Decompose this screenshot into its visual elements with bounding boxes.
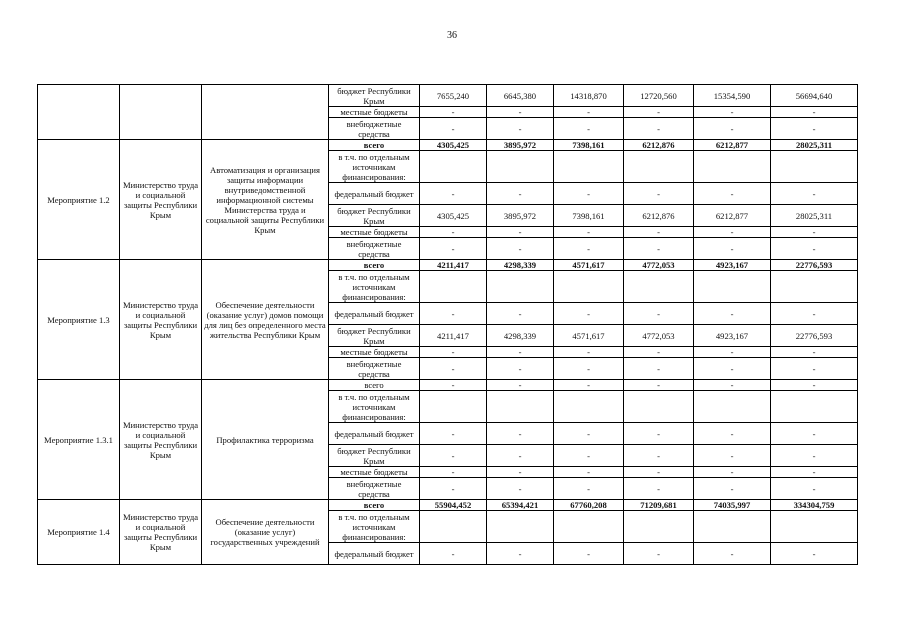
- value-cell: 4571,617: [554, 260, 624, 271]
- value-cell: 4772,053: [624, 260, 694, 271]
- value-cell: -: [554, 467, 624, 478]
- value-cell: -: [771, 358, 858, 380]
- value-cell: -: [771, 478, 858, 500]
- value-cell: [487, 391, 554, 423]
- value-cell: -: [487, 380, 554, 391]
- source-cell: внебюджетные средства: [329, 358, 420, 380]
- source-cell: бюджет Республики Крым: [329, 445, 420, 467]
- value-cell: [420, 391, 487, 423]
- value-cell: -: [487, 467, 554, 478]
- value-cell: -: [694, 107, 771, 118]
- value-cell: -: [420, 478, 487, 500]
- measure-cell: Мероприятие 1.4: [38, 500, 120, 565]
- source-cell: бюджет Республики Крым: [329, 325, 420, 347]
- executor-cell: [120, 85, 202, 140]
- source-cell: местные бюджеты: [329, 467, 420, 478]
- value-cell: 6645,380: [487, 85, 554, 107]
- value-cell: -: [771, 543, 858, 565]
- value-cell: -: [771, 238, 858, 260]
- value-cell: -: [554, 107, 624, 118]
- value-cell: -: [554, 347, 624, 358]
- source-cell: в т.ч. по отдельным источникам финансирования:: [329, 151, 420, 183]
- value-cell: -: [624, 107, 694, 118]
- value-cell: -: [694, 380, 771, 391]
- value-cell: -: [771, 118, 858, 140]
- value-cell: 6212,876: [624, 205, 694, 227]
- value-cell: [554, 271, 624, 303]
- value-cell: -: [554, 543, 624, 565]
- value-cell: -: [694, 445, 771, 467]
- value-cell: [624, 271, 694, 303]
- value-cell: 4211,417: [420, 325, 487, 347]
- value-cell: -: [487, 478, 554, 500]
- value-cell: 334304,759: [771, 500, 858, 511]
- value-cell: -: [554, 445, 624, 467]
- value-cell: 67760,208: [554, 500, 624, 511]
- value-cell: [771, 271, 858, 303]
- value-cell: -: [420, 183, 487, 205]
- source-cell: федеральный бюджет: [329, 183, 420, 205]
- value-cell: [694, 391, 771, 423]
- description-cell: Обеспечение деятельности (оказание услуг) государственных учреждений: [202, 500, 329, 565]
- value-cell: 7398,161: [554, 205, 624, 227]
- source-cell: бюджет Республики Крым: [329, 205, 420, 227]
- source-cell: всего: [329, 260, 420, 271]
- value-cell: 4298,339: [487, 260, 554, 271]
- value-cell: [771, 391, 858, 423]
- source-cell: бюджет Республики Крым: [329, 85, 420, 107]
- value-cell: -: [420, 445, 487, 467]
- page-number: 36: [447, 30, 457, 41]
- measure-cell: [38, 85, 120, 140]
- value-cell: -: [420, 347, 487, 358]
- value-cell: 4923,167: [694, 260, 771, 271]
- description-cell: Профилактика терроризма: [202, 380, 329, 500]
- value-cell: -: [624, 445, 694, 467]
- table-row: [38, 260, 858, 271]
- source-cell: всего: [329, 380, 420, 391]
- value-cell: 14318,870: [554, 85, 624, 107]
- value-cell: 4298,339: [487, 325, 554, 347]
- measure-cell: Мероприятие 1.3.1: [38, 380, 120, 500]
- value-cell: -: [420, 423, 487, 445]
- value-cell: -: [624, 118, 694, 140]
- value-cell: -: [487, 347, 554, 358]
- source-cell: местные бюджеты: [329, 227, 420, 238]
- value-cell: 15354,590: [694, 85, 771, 107]
- value-cell: -: [420, 118, 487, 140]
- value-cell: 4305,425: [420, 140, 487, 151]
- value-cell: -: [624, 478, 694, 500]
- value-cell: -: [554, 238, 624, 260]
- value-cell: 22776,593: [771, 260, 858, 271]
- value-cell: -: [420, 543, 487, 565]
- measure-cell: Мероприятие 1.2: [38, 140, 120, 260]
- value-cell: -: [624, 183, 694, 205]
- value-cell: -: [694, 183, 771, 205]
- description-cell: Обеспечение деятельности (оказание услуг) домов помощи для лиц без определенного места жительства Республики Крым: [202, 260, 329, 380]
- value-cell: 28025,311: [771, 140, 858, 151]
- value-cell: 6212,877: [694, 205, 771, 227]
- source-cell: федеральный бюджет: [329, 423, 420, 445]
- value-cell: -: [487, 183, 554, 205]
- value-cell: [771, 151, 858, 183]
- value-cell: -: [694, 227, 771, 238]
- value-cell: [487, 511, 554, 543]
- value-cell: 3895,972: [487, 205, 554, 227]
- value-cell: -: [771, 107, 858, 118]
- table-row: [38, 500, 858, 511]
- value-cell: -: [694, 238, 771, 260]
- value-cell: -: [624, 543, 694, 565]
- value-cell: 71209,681: [624, 500, 694, 511]
- source-cell: в т.ч. по отдельным источникам финансирования:: [329, 271, 420, 303]
- value-cell: -: [487, 445, 554, 467]
- source-cell: внебюджетные средства: [329, 118, 420, 140]
- value-cell: -: [771, 347, 858, 358]
- value-cell: -: [487, 358, 554, 380]
- source-cell: внебюджетные средства: [329, 238, 420, 260]
- value-cell: [420, 151, 487, 183]
- value-cell: -: [420, 358, 487, 380]
- source-cell: местные бюджеты: [329, 347, 420, 358]
- value-cell: 4923,167: [694, 325, 771, 347]
- value-cell: -: [554, 380, 624, 391]
- value-cell: -: [694, 303, 771, 325]
- source-cell: местные бюджеты: [329, 107, 420, 118]
- value-cell: [487, 151, 554, 183]
- value-cell: -: [771, 467, 858, 478]
- value-cell: [554, 511, 624, 543]
- source-cell: всего: [329, 500, 420, 511]
- value-cell: [420, 511, 487, 543]
- table-row: [38, 380, 858, 391]
- table-body: [38, 85, 858, 565]
- value-cell: [694, 151, 771, 183]
- value-cell: -: [554, 227, 624, 238]
- description-cell: [202, 85, 329, 140]
- value-cell: -: [554, 303, 624, 325]
- value-cell: -: [694, 467, 771, 478]
- value-cell: 4772,053: [624, 325, 694, 347]
- value-cell: -: [554, 423, 624, 445]
- executor-cell: Министерство труда и социальной защиты Республики Крым: [120, 380, 202, 500]
- table-row: [38, 85, 858, 107]
- value-cell: -: [771, 423, 858, 445]
- value-cell: 56694,640: [771, 85, 858, 107]
- value-cell: -: [694, 478, 771, 500]
- value-cell: -: [624, 347, 694, 358]
- value-cell: -: [420, 303, 487, 325]
- budget-table: [37, 84, 858, 565]
- source-cell: федеральный бюджет: [329, 303, 420, 325]
- value-cell: 74035,997: [694, 500, 771, 511]
- value-cell: -: [694, 423, 771, 445]
- value-cell: [624, 151, 694, 183]
- source-cell: всего: [329, 140, 420, 151]
- value-cell: 28025,311: [771, 205, 858, 227]
- executor-cell: Министерство труда и социальной защиты Республики Крым: [120, 500, 202, 565]
- value-cell: -: [624, 358, 694, 380]
- value-cell: -: [771, 303, 858, 325]
- value-cell: -: [420, 227, 487, 238]
- value-cell: 7655,240: [420, 85, 487, 107]
- value-cell: [771, 511, 858, 543]
- value-cell: -: [554, 478, 624, 500]
- value-cell: 4571,617: [554, 325, 624, 347]
- value-cell: [554, 391, 624, 423]
- source-cell: федеральный бюджет: [329, 543, 420, 565]
- value-cell: -: [487, 423, 554, 445]
- value-cell: -: [624, 423, 694, 445]
- value-cell: -: [420, 467, 487, 478]
- value-cell: [487, 271, 554, 303]
- value-cell: -: [554, 358, 624, 380]
- value-cell: [420, 271, 487, 303]
- value-cell: -: [487, 303, 554, 325]
- value-cell: 6212,877: [694, 140, 771, 151]
- value-cell: 65394,421: [487, 500, 554, 511]
- value-cell: -: [771, 183, 858, 205]
- value-cell: -: [694, 347, 771, 358]
- value-cell: -: [487, 118, 554, 140]
- description-cell: Автоматизация и организация защиты информации внутриведомственной информационной системы Министерства труда и социальной защиты Республики Крым: [202, 140, 329, 260]
- value-cell: [694, 271, 771, 303]
- value-cell: -: [771, 227, 858, 238]
- value-cell: 3895,972: [487, 140, 554, 151]
- value-cell: -: [487, 227, 554, 238]
- source-cell: в т.ч. по отдельным источникам финансирования:: [329, 511, 420, 543]
- value-cell: -: [771, 380, 858, 391]
- value-cell: -: [624, 467, 694, 478]
- value-cell: -: [624, 380, 694, 391]
- value-cell: -: [624, 227, 694, 238]
- source-cell: внебюджетные средства: [329, 478, 420, 500]
- measure-cell: Мероприятие 1.3: [38, 260, 120, 380]
- table-row: [38, 140, 858, 151]
- value-cell: [624, 391, 694, 423]
- value-cell: -: [624, 303, 694, 325]
- value-cell: 4305,425: [420, 205, 487, 227]
- value-cell: -: [554, 183, 624, 205]
- value-cell: [624, 511, 694, 543]
- value-cell: 7398,161: [554, 140, 624, 151]
- value-cell: -: [554, 118, 624, 140]
- value-cell: -: [694, 358, 771, 380]
- value-cell: -: [694, 118, 771, 140]
- value-cell: -: [771, 445, 858, 467]
- value-cell: 12720,560: [624, 85, 694, 107]
- executor-cell: Министерство труда и социальной защиты Республики Крым: [120, 260, 202, 380]
- value-cell: -: [420, 380, 487, 391]
- value-cell: 4211,417: [420, 260, 487, 271]
- value-cell: -: [420, 238, 487, 260]
- value-cell: 6212,876: [624, 140, 694, 151]
- value-cell: -: [624, 238, 694, 260]
- value-cell: [694, 511, 771, 543]
- value-cell: [554, 151, 624, 183]
- value-cell: -: [694, 543, 771, 565]
- value-cell: 55904,452: [420, 500, 487, 511]
- value-cell: 22776,593: [771, 325, 858, 347]
- executor-cell: Министерство труда и социальной защиты Республики Крым: [120, 140, 202, 260]
- value-cell: -: [487, 107, 554, 118]
- source-cell: в т.ч. по отдельным источникам финансирования:: [329, 391, 420, 423]
- value-cell: -: [487, 543, 554, 565]
- value-cell: -: [487, 238, 554, 260]
- value-cell: -: [420, 107, 487, 118]
